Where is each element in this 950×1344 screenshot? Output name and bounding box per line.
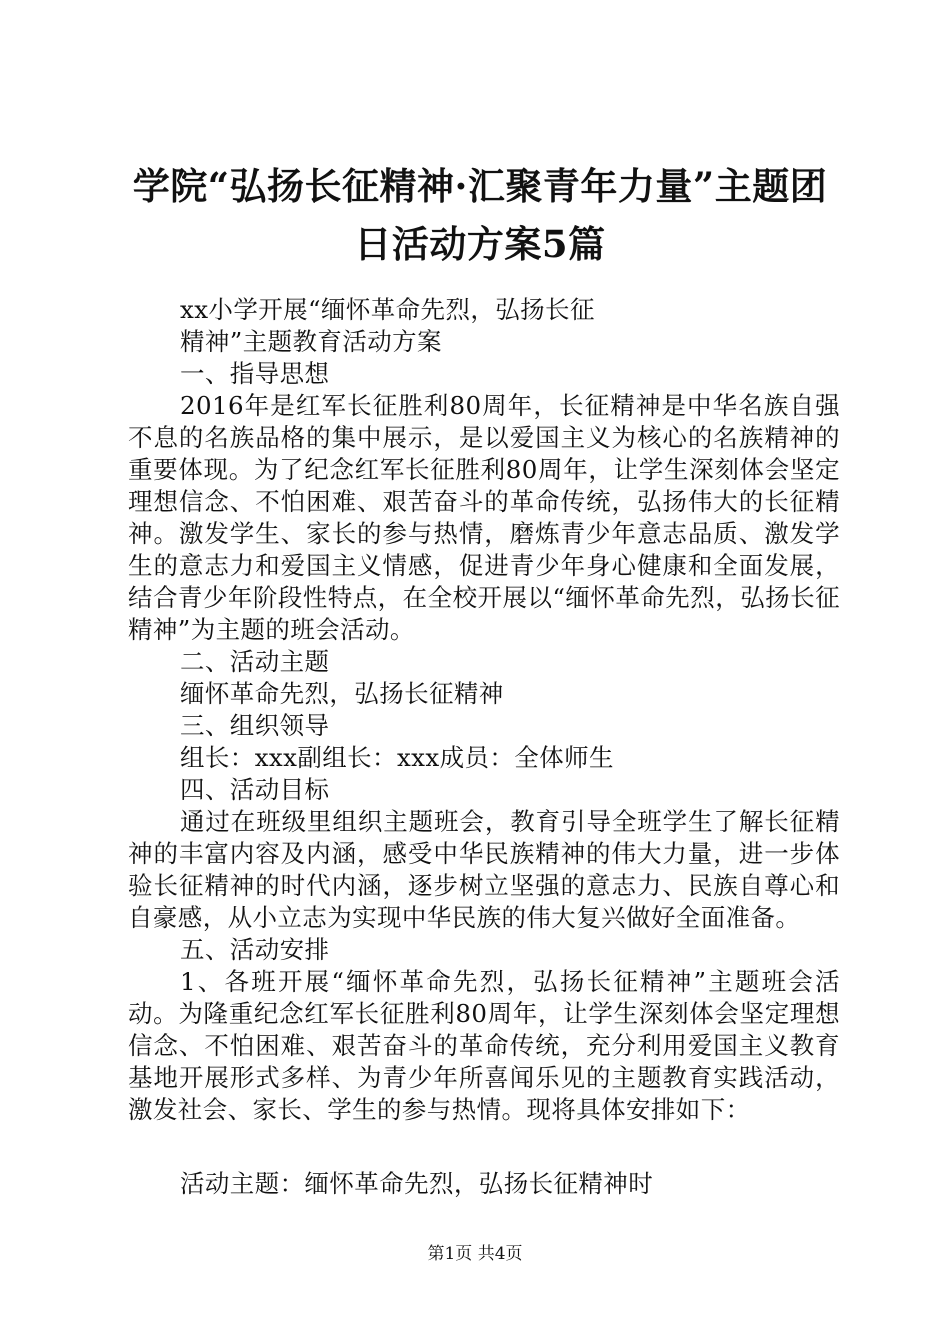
paragraph-arrangement: 1、各班开展“缅怀革命先烈，弘扬长征精神”主题班会活动。为隆重纪念红军长征胜利80周年，让学生深刻体会坚定理想信念、不怕困难、艰苦奋斗的革命传统，充分利用爱国主义教育基地开展形式多样、为青少年所喜闻乐见的主题教育实践活动，激发社会、家长、学生的参与热情。现将具体安排如下： [128,967,840,1124]
section-heading-objectives: 四、活动目标 [180,775,330,804]
section-heading-arrangement: 五、活动安排 [180,935,330,964]
paragraph-activity-theme: 缅怀革命先烈，弘扬长征精神 [180,679,504,708]
spacer [128,1126,840,1168]
document-body [128,294,840,1200]
document-title-line-1: 学院“弘扬长征精神·汇聚青年力量”主题团 [132,164,828,208]
section-heading-guiding-thought: 一、指导思想 [180,359,330,388]
paragraph-organization: 组长：xxx副组长：xxx成员：全体师生 [180,743,614,772]
paragraph-activity-theme-time: 活动主题：缅怀革命先烈，弘扬长征精神时 [180,1169,654,1198]
paragraph-guiding-thought: 2016年是红军长征胜利80周年，长征精神是中华名族自强不息的名族品格的集中展示，是以爱国主义为核心的名族精神的重要体现。为了纪念红军长征胜利80周年，让学生深刻体会坚定理想信念、不怕困难、艰苦奋斗的革命传统，弘扬伟大的长征精神。激发学生、家长的参与热情，磨炼青少年意志品质、激发学生的意志力和爱国主义情感，促进青少年身心健康和全面发展，结合青少年阶段性特点，在全校开展以“缅怀革命先烈，弘扬长征精神”为主题的班会活动。 [128,391,840,644]
section-heading-activity-theme: 二、活动主题 [180,647,330,676]
section-heading-organization: 三、组织领导 [180,711,330,740]
subtitle-line-2: 精神”主题教育活动方案 [180,327,442,356]
paragraph-objectives: 通过在班级里组织主题班会，教育引导全班学生了解长征精神的丰富内容及内涵，感受中华民族精神的伟大力量，进一步体验长征精神的时代内涵，逐步树立坚强的意志力、民族自尊心和自豪感，从小立志为实现中华民族的伟大复兴做好全面准备。 [128,807,840,932]
document-title-line-2: 日活动方案5篇 [354,222,606,266]
page-number-footer: 第1页 共4页 [427,1244,523,1264]
subtitle-line-1: xx小学开展“缅怀革命先烈，弘扬长征 [180,295,595,324]
